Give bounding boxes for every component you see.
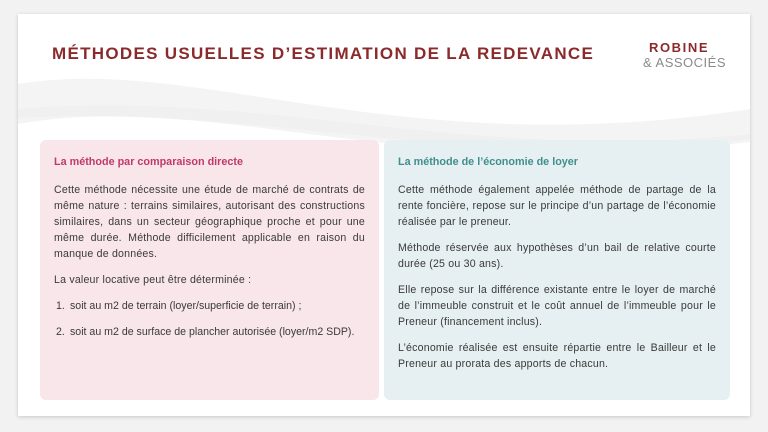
rent-savings-paragraph: L’économie réalisée est ensuite répartie entre le Bailleur et le Preneur au prorata des apports de chacun. <box>398 342 716 370</box>
comparison-method-card <box>40 140 379 400</box>
rent-savings-method-card <box>384 140 730 400</box>
comparison-method-title: La méthode par comparaison directe <box>54 156 243 168</box>
comparison-method-description: Cette méthode nécessite une étude de marché de contrats de même nature : terrains similaires, autorisant des constructions similaires, dans un secteur géographique proche et pour une même durée. Méthode difficilement applicable en raison du manque de données. <box>54 184 365 260</box>
list-item-number: 1. <box>56 300 65 312</box>
list-item-number: 2. <box>56 326 65 338</box>
logo-line-1: ROBINE <box>648 40 710 55</box>
list-item-text: soit au m2 de terrain (loyer/superficie de terrain) ; <box>70 300 302 312</box>
rental-value-list <box>54 298 365 340</box>
company-logo <box>643 40 726 70</box>
rent-savings-paragraph: Méthode réservée aux hypothèses d’un bail de relative courte durée (25 ou 30 ans). <box>398 242 716 270</box>
logo-line-2: & ASSOCIÉS <box>642 55 726 70</box>
slide <box>18 14 750 416</box>
rental-value-intro: La valeur locative peut être déterminée : <box>54 274 252 286</box>
list-item <box>54 324 365 340</box>
rent-savings-paragraph: Cette méthode également appelée méthode de partage de la rente foncière, repose sur le principe d’un partage de l’économie réalisée par le preneur. <box>398 184 716 228</box>
page-title: MÉTHODES USUELLES D’ESTIMATION DE LA REDEVANCE <box>52 44 595 63</box>
list-item-text: soit au m2 de surface de plancher autorisée (loyer/m2 SDP). <box>70 326 355 338</box>
rent-savings-paragraph: Elle repose sur la différence existante entre le loyer de marché de l’immeuble construit et le coût annuel de l’immeuble pour le Preneur (financement inclus). <box>398 284 716 328</box>
list-item <box>54 298 365 314</box>
rent-savings-method-title: La méthode de l’économie de loyer <box>398 156 578 168</box>
